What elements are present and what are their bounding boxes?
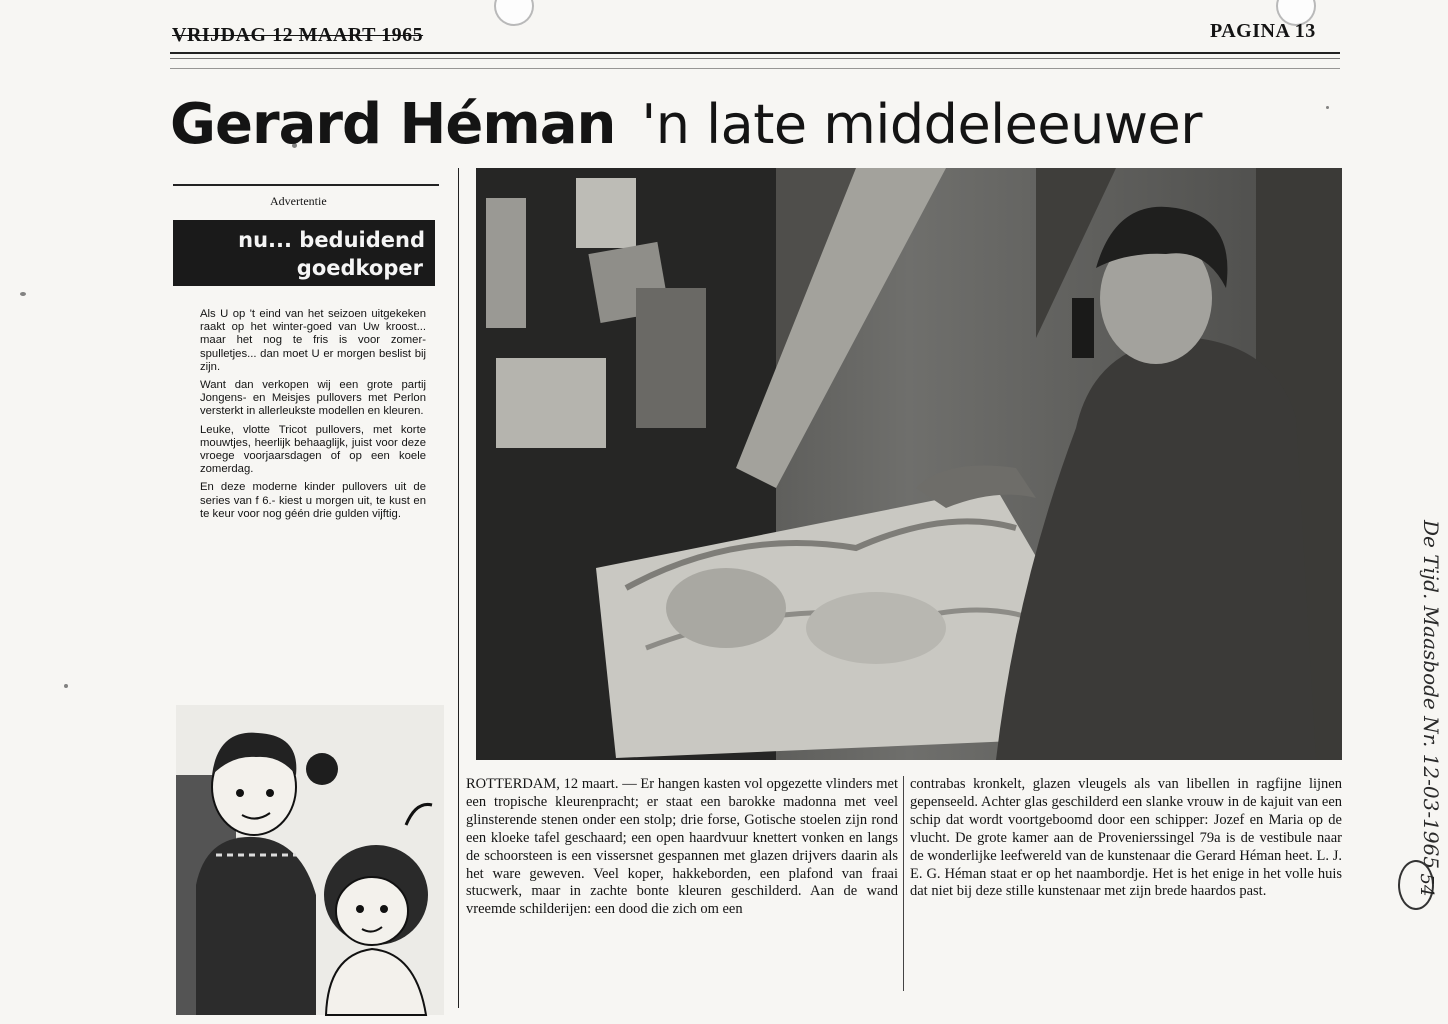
- punch-hole-top-1: [494, 0, 534, 26]
- headline-name: Gerard Héman: [170, 92, 616, 157]
- speck: [20, 292, 26, 296]
- masthead-page-number: PAGINA 13: [1210, 20, 1316, 42]
- headline: [170, 82, 1350, 168]
- ad-banner-line-1: nu... beduidend: [238, 228, 425, 252]
- masthead-rule-lower: [170, 68, 1340, 69]
- ad-paragraph: Want dan verkopen wij een grote partij Jongens- en Meisjes pullovers met Perlon versterkt in allerleukste modellen en kleuren.: [200, 379, 426, 418]
- ad-label: Advertentie: [270, 194, 327, 208]
- masthead-date: VRIJDAG 12 MAART 1965: [172, 24, 424, 46]
- ad-banner-line-2: goedkoper: [296, 256, 423, 280]
- ad-top-rule: [173, 184, 439, 186]
- article-column-1: ROTTERDAM, 12 maart. — Er hangen kasten vol opgezette vlinders met een tropische kleurenpracht; er staat een barokke madonna met veel glinsterende stenen onder een stolp; drie forse, Gotische stoelen zijn rond een kloeke tafel geschaard; een open haardvuur knettert vonken en langs de schoorsteen is een vissersnet gespannen met glazen drijvers daarin als het ware geweven. Veel koper, hakkeborden, een plafond van fraai stucwerk, maar in zachte bonte kleuren geschilderd. Aan de wand vreemde schilderijen: een dood die zich om een: [466, 776, 898, 918]
- article-photo-artist: [476, 168, 1342, 760]
- article-column-2: contrabas kronkelt, glazen vleugels als van libellen in ragfijne lijnen gepenseeld. Achter glas geschilderd een slanke vrouw in de kajuit van een schip dat wordt voortgeboomd door een schipper: Jozef en Maria op de vlucht. De grote kamer aan de Provenierssingel 79a is de vestibule naar de wonderlijke leefwereld van de kunstenaar die Gerard Héman heet. L. J. E. G. Héman staat er op het naambordje. Het is het enige in het volle huis dat niet bij deze stille kunstenaar met zijn brede haardos past.: [910, 776, 1342, 900]
- masthead-rule-thin: [170, 58, 1340, 59]
- article-column-divider: [903, 776, 904, 991]
- article-body: [466, 776, 1342, 998]
- circled-page-number-text: 54: [1416, 873, 1437, 897]
- circled-page-number-svg: [1400, 862, 1437, 908]
- ad-banner: [173, 220, 435, 286]
- masthead-rule: [170, 52, 1340, 54]
- ad-body: [200, 308, 426, 526]
- ad-illustration-children: [176, 705, 444, 1015]
- speck: [64, 684, 68, 688]
- headline-subtitle: 'n late middeleeuwer: [641, 93, 1202, 156]
- handwritten-annotation-text: De Tijd. Maasbode Nr. 12-03-1965: [1419, 520, 1443, 870]
- ad-paragraph: Als U op 't eind van het seizoen uitgekeken raakt op het winter-goed van Uw kroost... maar het nog te fris is voor zomer-spulletjes... dan moet U er morgen beslist bij zijn.: [200, 308, 426, 373]
- ad-paragraph: Leuke, vlotte Tricot pullovers, met korte mouwtjes, heerlijk behaaglijk, juist voor deze vroege voorjaarsdagen of op een koele zomerdag.: [200, 423, 426, 476]
- ad-paragraph: En deze moderne kinder pullovers uit de series van f 6.- kiest u morgen uit, te kust en te keur voor nog géén drie gulden vijftig.: [200, 481, 426, 520]
- circled-page-number: [1398, 860, 1437, 910]
- column-rule: [458, 168, 459, 1008]
